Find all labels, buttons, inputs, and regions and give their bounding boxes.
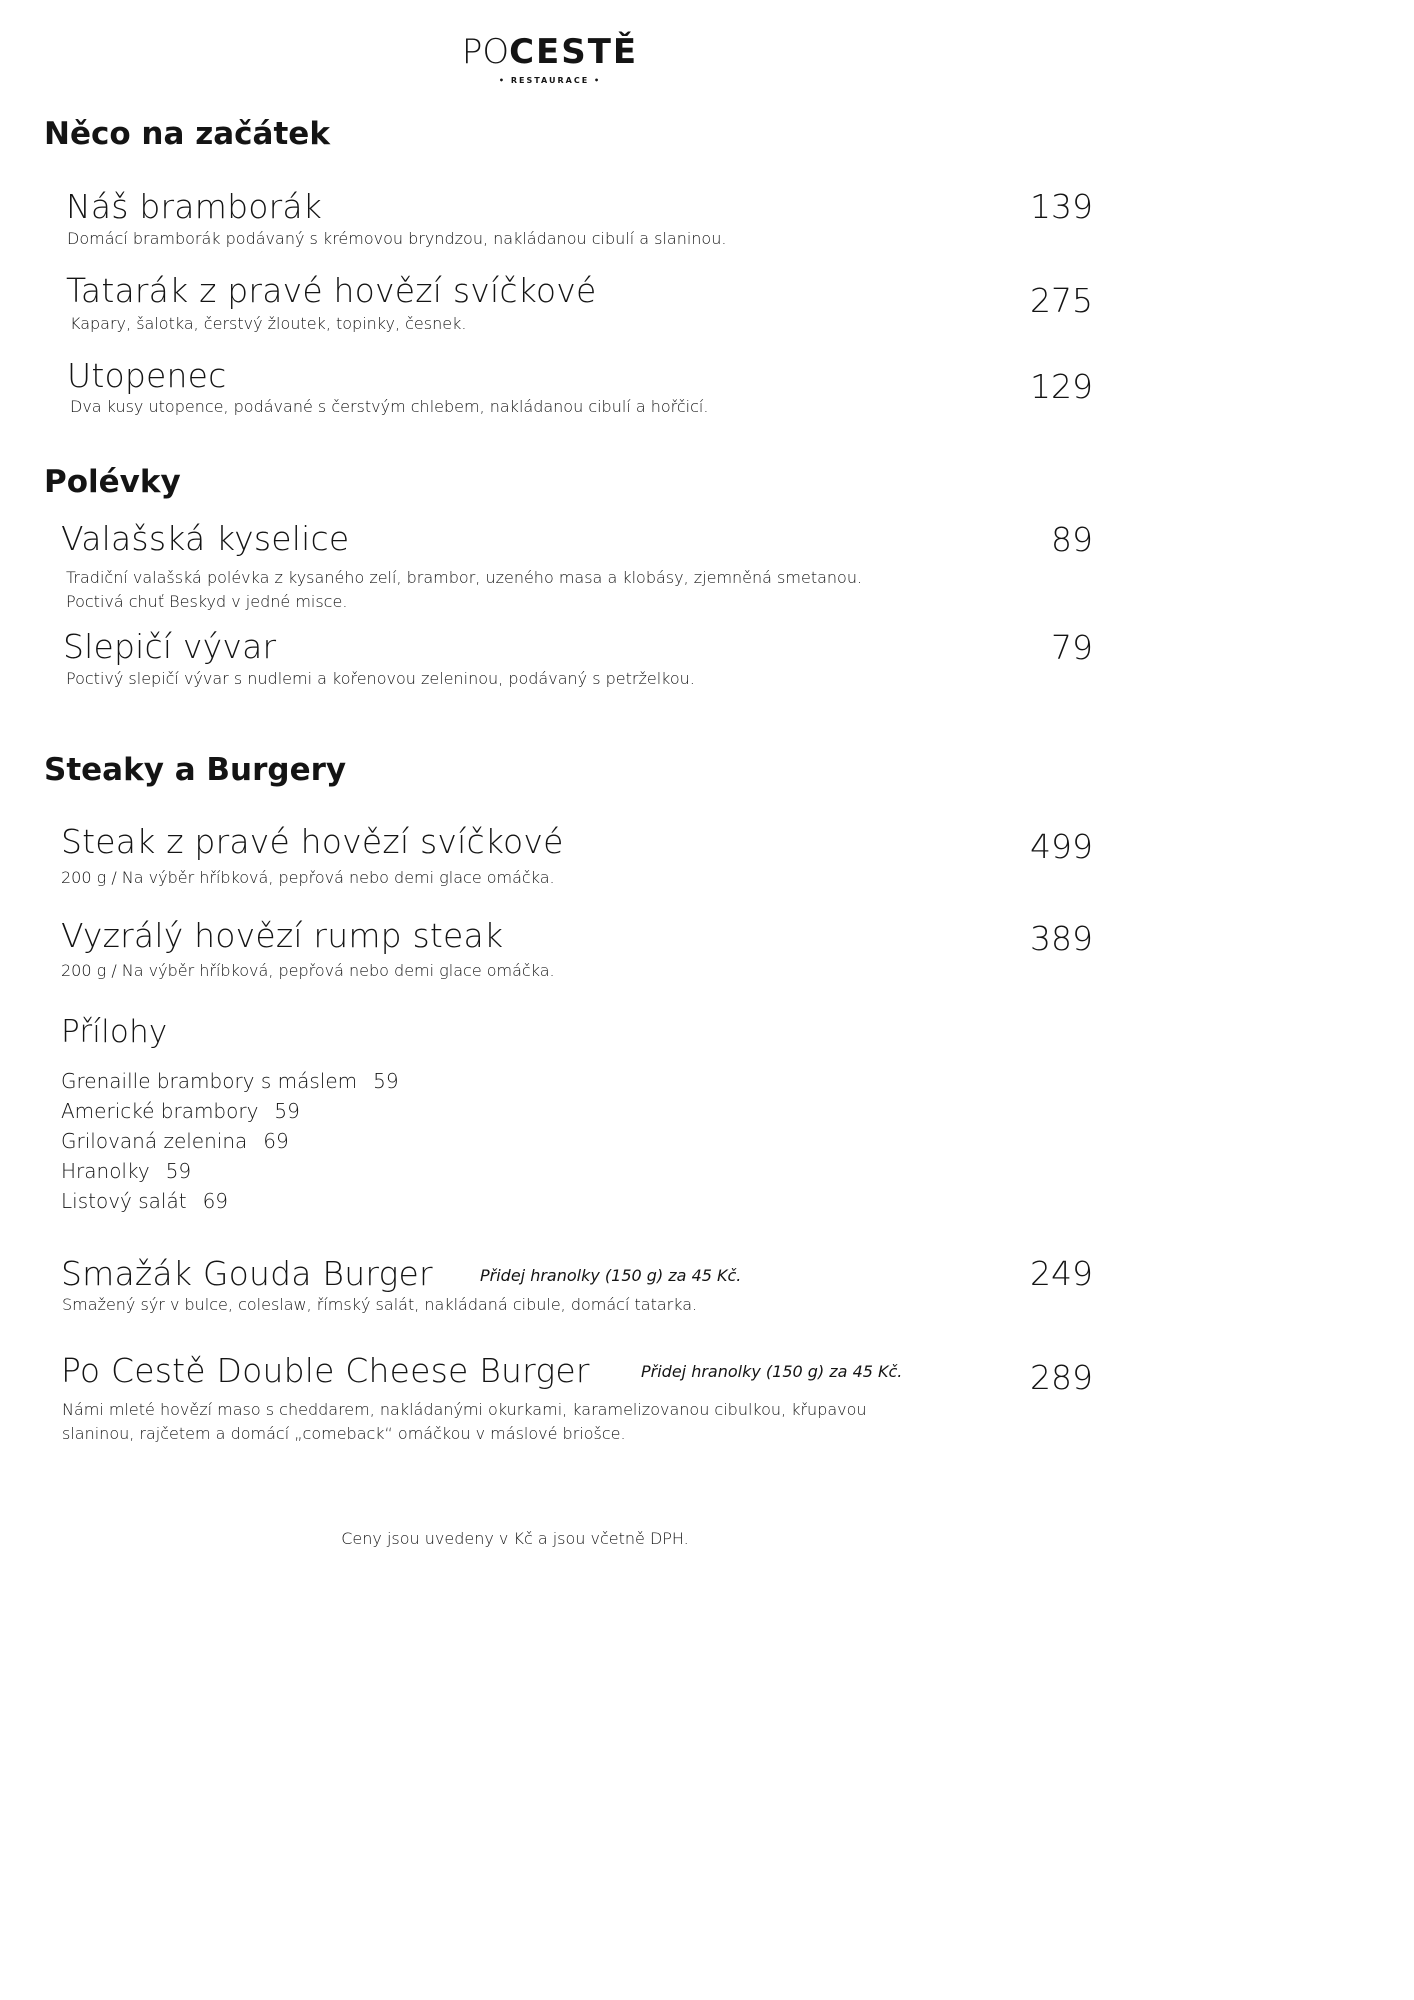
item-price: 129 <box>1030 367 1093 406</box>
side-item <box>61 1099 300 1123</box>
footer-note: Ceny jsou uvedeny v Kč a jsou včetně DPH. <box>341 1529 689 1548</box>
item-name: Vyzrálý hovězí rump steak <box>61 916 504 955</box>
side-item-price: 59 <box>274 1099 300 1123</box>
item-note: Přidej hranolky (150 g) za 45 Kč. <box>480 1266 742 1285</box>
item-name: Slepičí vývar <box>63 627 277 666</box>
item-name: Tatarák z pravé hovězí svíčkové <box>66 271 597 310</box>
side-item-price: 69 <box>263 1129 289 1153</box>
logo-subtitle: • RESTAURACE • <box>498 76 602 85</box>
item-name: Utopenec <box>67 356 227 395</box>
item-description: 200 g / Na výběr hříbková, pepřová nebo demi glace omáčka. <box>61 868 555 887</box>
side-item <box>61 1159 191 1183</box>
section-title-steaks: Steaky a Burgery <box>44 752 347 788</box>
item-description: Námi mleté hovězí maso s cheddarem, nakládanými okurkami, karamelizovanou cibulkou, křupavou <box>62 1400 867 1419</box>
item-description: Poctivá chuť Beskyd v jedné misce. <box>66 592 348 611</box>
item-description: Poctivý slepičí vývar s nudlemi a kořenovou zeleninou, podávaný s petrželkou. <box>66 669 695 688</box>
item-price: 139 <box>1030 187 1093 226</box>
item-name: Po Cestě Double Cheese Burger <box>61 1351 590 1390</box>
side-item-price: 59 <box>165 1159 192 1183</box>
item-description: 200 g / Na výběr hříbková, pepřová nebo demi glace omáčka. <box>61 961 555 980</box>
side-item-name: Americké brambory <box>61 1099 259 1123</box>
side-item <box>61 1129 289 1153</box>
item-price: 275 <box>1030 281 1093 320</box>
item-price: 499 <box>1030 827 1093 866</box>
side-item <box>61 1069 399 1093</box>
side-item-name: Listový salát <box>61 1189 187 1213</box>
side-item <box>61 1189 228 1213</box>
item-price: 89 <box>1051 520 1093 559</box>
item-description: slaninou, rajčetem a domácí „comeback“ omáčkou v máslové briošce. <box>62 1424 626 1443</box>
item-description: Tradiční valašská polévka z kysaného zelí, brambor, uzeného masa a klobásy, zjemněná smetanou. <box>66 568 863 587</box>
side-item-name: Grilovaná zelenina <box>61 1129 248 1153</box>
item-description: Smažený sýr v bulce, coleslaw, římský salát, nakládaná cibule, domácí tatarka. <box>62 1295 698 1314</box>
side-item-price: 69 <box>202 1189 229 1213</box>
item-name: Steak z pravé hovězí svíčkové <box>61 822 564 861</box>
section-title-soups: Polévky <box>44 464 181 500</box>
item-name: Smažák Gouda Burger <box>61 1254 433 1293</box>
logo-part-ceste: CESTĚ <box>509 32 639 72</box>
side-item-name: Hranolky <box>61 1159 150 1183</box>
item-note: Přidej hranolky (150 g) za 45 Kč. <box>641 1362 903 1381</box>
item-price: 79 <box>1051 628 1093 667</box>
side-item-price: 59 <box>373 1069 399 1093</box>
item-description: Kapary, šalotka, čerstvý žloutek, topinky, česnek. <box>70 314 467 333</box>
item-price: 249 <box>1030 1254 1093 1293</box>
section-title-starters: Něco na začátek <box>44 116 330 152</box>
item-price: 389 <box>1030 919 1093 958</box>
item-description: Domácí bramborák podávaný s krémovou bryndzou, nakládanou cibulí a slaninou. <box>67 229 727 248</box>
logo <box>0 32 1100 72</box>
item-price: 289 <box>1030 1358 1093 1397</box>
item-description: Dva kusy utopence, podávané s čerstvým chlebem, nakládanou cibulí a hořčicí. <box>70 397 709 416</box>
sides-title: Přílohy <box>61 1014 168 1050</box>
item-name: Valašská kyselice <box>61 519 350 558</box>
side-item-name: Grenaille brambory s máslem <box>61 1069 358 1093</box>
logo-part-po: PO <box>461 32 510 72</box>
item-name: Náš bramborák <box>66 187 323 226</box>
